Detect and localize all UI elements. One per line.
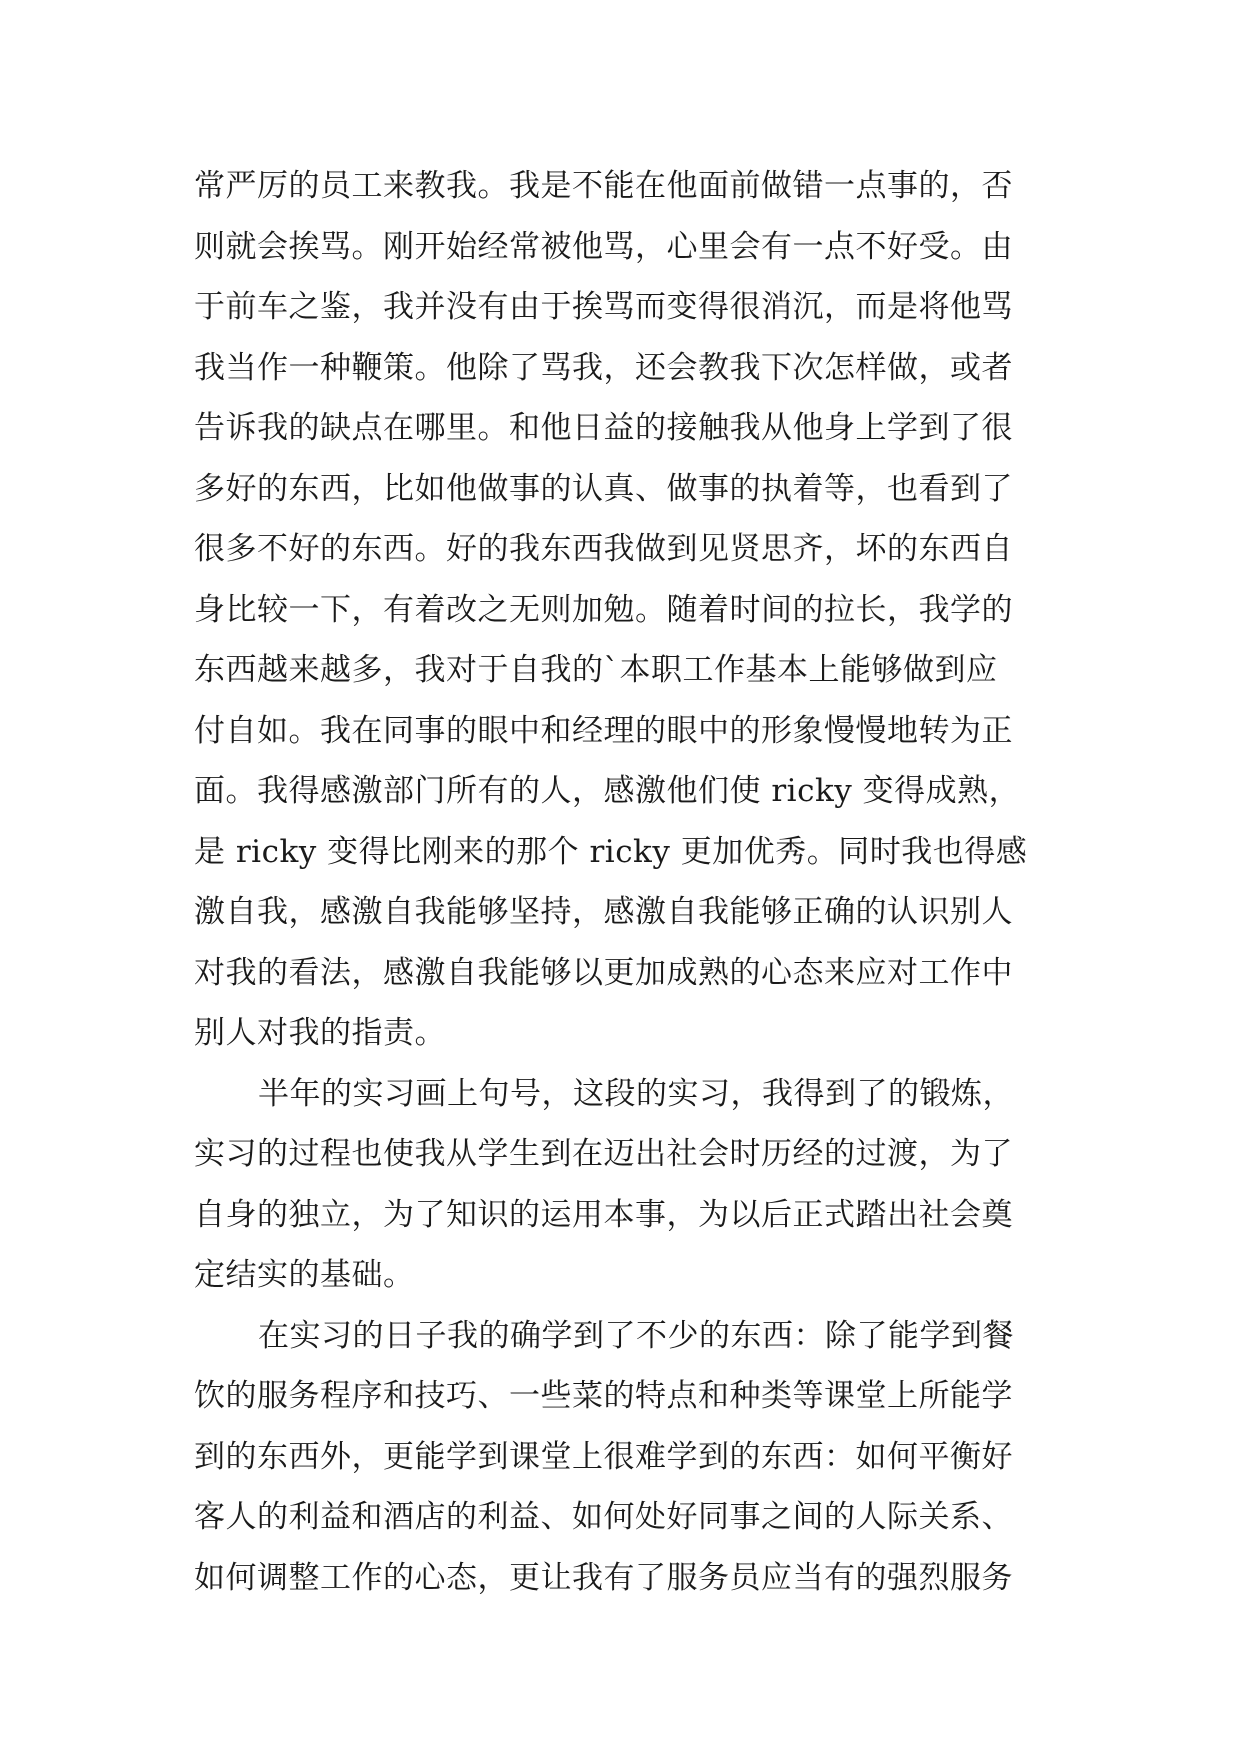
text-line: 是 ricky 变得比刚来的那个 ricky 更加优秀。同时我也得感 bbox=[194, 833, 1028, 870]
text-line: 我当作一种鞭策。他除了骂我，还会教我下次怎样做，或者 bbox=[194, 349, 1013, 386]
text-line: 东西越来越多，我对于自我的`本职工作基本上能够做到应 bbox=[194, 652, 998, 688]
text-line: 则就会挨骂。刚开始经常被他骂，心里会有一点不好受。由 bbox=[194, 228, 1013, 265]
text-line: 身比较一下，有着改之无则加勉。随着时间的拉长，我学的 bbox=[194, 591, 1013, 628]
text-line: 如何调整工作的心态，更让我有了服务员应当有的强烈服务 bbox=[194, 1559, 1013, 1596]
paragraph-start-line: 在实习的日子我的确学到了不少的东西：除了能学到餐 bbox=[258, 1317, 1014, 1354]
text-line: 激自我，感激自我能够坚持，感激自我能够正确的认识别人 bbox=[194, 894, 1013, 930]
text-line: 客人的利益和酒店的利益、如何处好同事之间的人际关系、 bbox=[194, 1499, 1013, 1535]
text-line: 付自如。我在同事的眼中和经理的眼中的形象慢慢地转为正 bbox=[194, 712, 1013, 749]
text-line: 别人对我的指责。 bbox=[194, 1015, 446, 1051]
text-line: 常严厉的员工来教我。我是不能在他面前做错一点事的，否 bbox=[194, 168, 1013, 204]
text-line: 自身的独立，为了知识的运用本事，为以后正式踏出社会奠 bbox=[194, 1196, 1013, 1233]
text-line: 对我的看法，感激自我能够以更加成熟的心态来应对工作中 bbox=[194, 954, 1013, 991]
text-line: 多好的东西，比如他做事的认真、做事的执着等，也看到了 bbox=[194, 470, 1013, 507]
text-line: 面。我得感激部门所有的人，感激他们使 ricky 变得成熟， bbox=[194, 773, 1021, 809]
text-line: 告诉我的缺点在哪里。和他日益的接触我从他身上学到了很 bbox=[194, 410, 1013, 446]
paragraph-start-line: 半年的实习画上句号，这段的实习，我得到了的锻炼， bbox=[258, 1075, 1014, 1112]
text-line: 很多不好的东西。好的我东西我做到见贤思齐，坏的东西自 bbox=[194, 531, 1013, 567]
body-text bbox=[194, 156, 1074, 1608]
text-line: 于前车之鉴，我并没有由于挨骂而变得很消沉，而是将他骂 bbox=[194, 289, 1013, 325]
text-line: 饮的服务程序和技巧、一些菜的特点和种类等课堂上所能学 bbox=[194, 1378, 1013, 1414]
text-line: 实习的过程也使我从学生到在迈出社会时历经的过渡，为了 bbox=[194, 1136, 1013, 1172]
text-line: 到的东西外，更能学到课堂上很难学到的东西：如何平衡好 bbox=[194, 1438, 1013, 1475]
text-line: 定结实的基础。 bbox=[194, 1257, 415, 1293]
